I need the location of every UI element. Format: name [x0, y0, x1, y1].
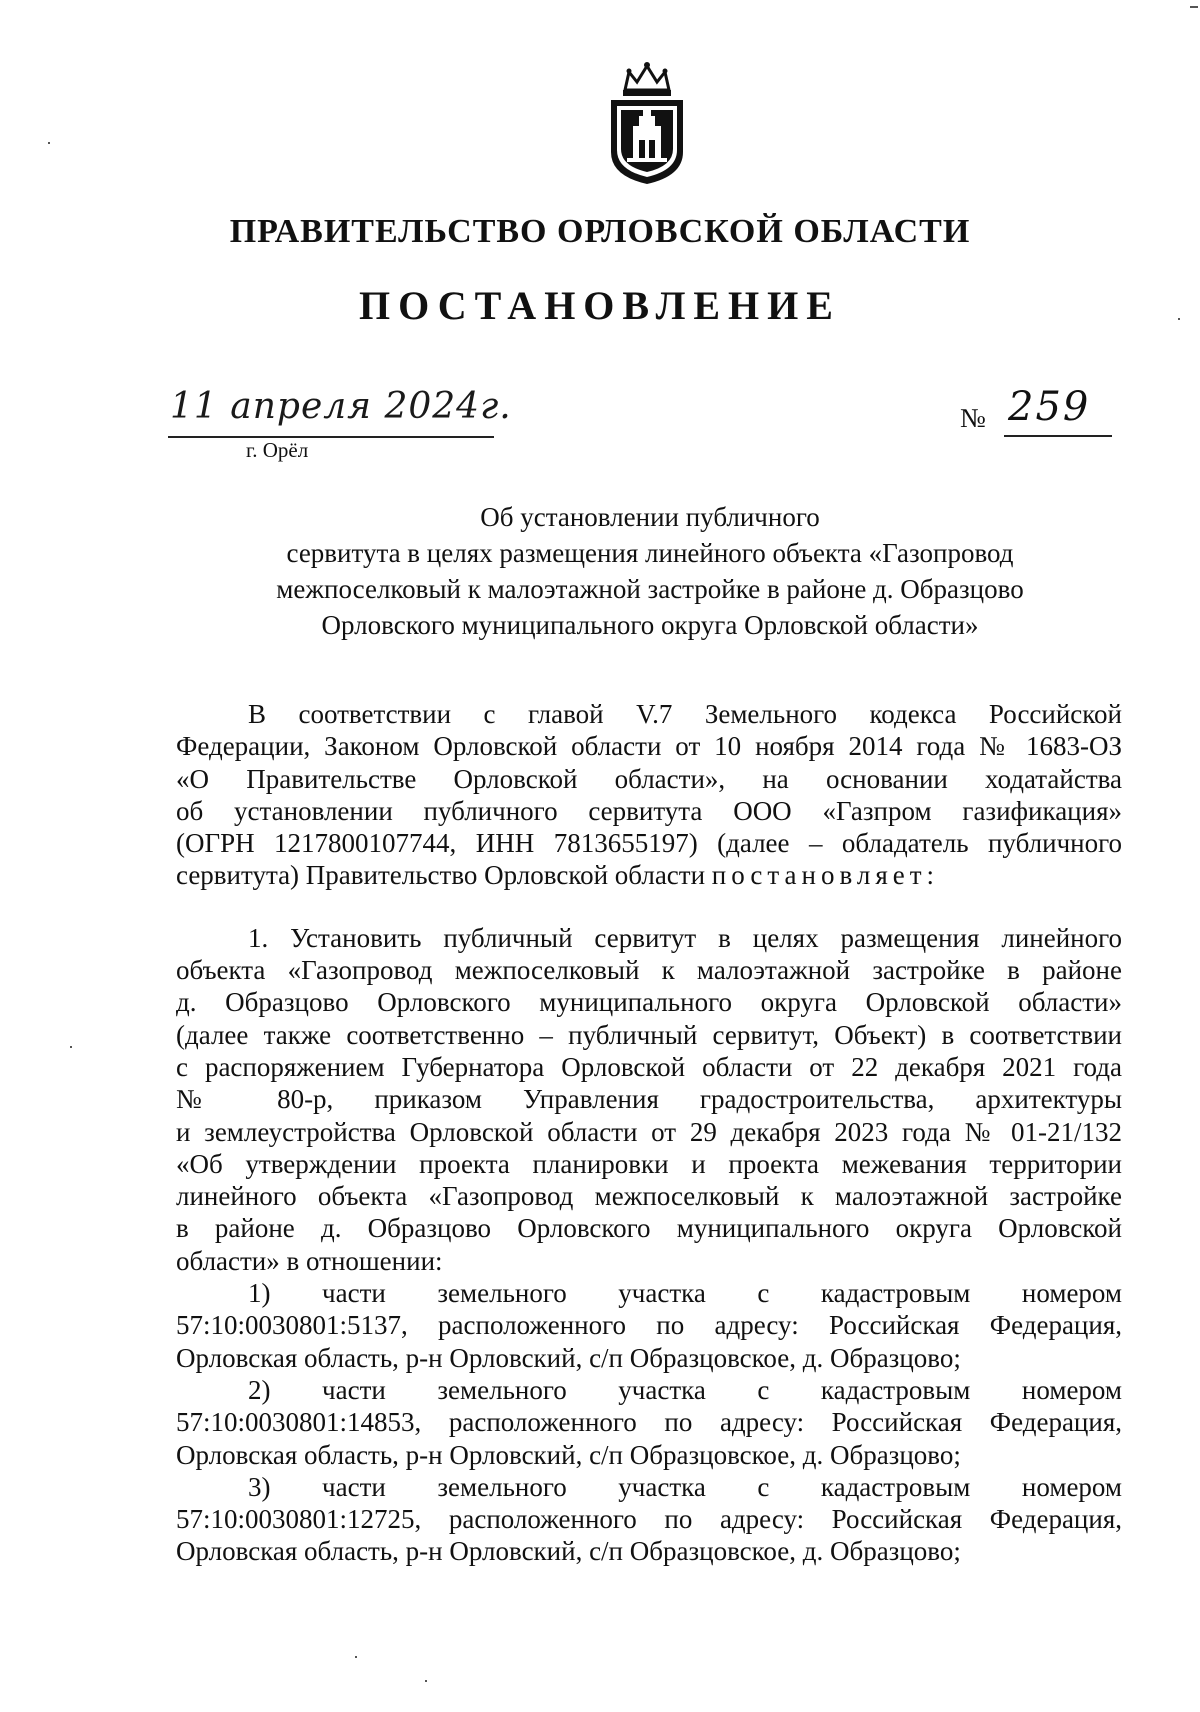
scan-speck: [1178, 318, 1180, 320]
parcel-line: Орловская область, р-н Орловский, с/п Образцовское, д. Образцово;: [176, 1342, 961, 1373]
scan-speck: [1190, 6, 1198, 8]
item-1-line: № 80-р, приказом Управления градостроительства, архитектуры: [176, 1084, 1122, 1115]
scan-speck: [70, 1046, 72, 1048]
item-1-line: и землеустройства Орловской области от 29 декабря 2023 года № 01-21/132: [176, 1116, 1122, 1147]
parcel-line: Орловская область, р-н Орловский, с/п Образцовское, д. Образцово;: [176, 1536, 961, 1567]
preamble-line: «О Правительстве Орловской области», на основании ходатайства: [176, 763, 1122, 794]
date-underline: [168, 436, 494, 438]
item-1-line: (далее также соответственно – публичный сервитут, Объект) в соответствии: [176, 1019, 1122, 1050]
preamble-line: сервитута) Правительство Орловской области: [176, 860, 712, 891]
subject-line: Об установлении публичного: [480, 502, 820, 532]
item-1-line: «Об утверждении проекта планировки и проекта межевания территории: [176, 1148, 1122, 1179]
parcel-line: 57:10:0030801:12725, расположенного по адресу: Российская Федерация,: [176, 1504, 1122, 1535]
item-1-line: в районе д. Образцово Орловского муниципального округа Орловской: [176, 1213, 1122, 1244]
date-block: [168, 386, 512, 466]
preamble-line: В соответствии с главой V.7 Земельного кодекса Российской: [248, 699, 1122, 729]
parcel-line: 3) части земельного участка с кадастровым номером: [248, 1471, 1122, 1502]
scan-speck: [48, 142, 50, 144]
document-type: ПОСТАНОВЛЕНИЕ: [359, 283, 841, 328]
item-1-line: с распоряжением Губернатора Орловской области от 22 декабря 2021 года: [176, 1051, 1122, 1082]
preamble-line: Федерации, Законом Орловской области от 10 ноября 2014 года № 1683-ОЗ: [176, 731, 1122, 762]
item-1-line: объекта «Газопровод межпоселковый к малоэтажной застройке в районе: [176, 955, 1122, 986]
item-1-line: 1. Установить публичный сервитут в целях размещения линейного: [248, 922, 1122, 953]
item-1-line: области» в отношении:: [176, 1245, 443, 1276]
item-1-line: линейного объекта «Газопровод межпоселковый к малоэтажной застройке: [176, 1181, 1122, 1212]
city-label: г. Орёл: [246, 438, 309, 462]
parcel-line: Орловская область, р-н Орловский, с/п Образцовское, д. Образцово;: [176, 1439, 961, 1470]
preamble-line: (ОГРН 1217800107744, ИНН 7813655197) (далее – обладатель публичного: [176, 828, 1122, 859]
parcel-line: 57:10:0030801:14853, расположенного по адресу: Российская Федерация,: [176, 1407, 1122, 1438]
paragraph-gap: [176, 892, 1122, 922]
decree-word: постановляет:: [711, 860, 940, 891]
parcel-item-3: [176, 1471, 1122, 1568]
parcel-item-1: [176, 1277, 1122, 1374]
scan-speck: [425, 1680, 427, 1682]
preamble-final-line: [176, 859, 1122, 891]
document-subject: [200, 499, 1100, 643]
subject-line: Орловского муниципального округа Орловской области»: [321, 610, 979, 640]
item-1-line: д. Образцово Орловского муниципального округа Орловской области»: [176, 987, 1122, 1018]
coat-of-arms-icon: [603, 60, 691, 188]
number-sign: №: [960, 403, 986, 433]
document-body: [176, 698, 1122, 1568]
handwritten-date: 11 апреля 2024г.: [170, 386, 512, 427]
number-block: [960, 386, 1112, 446]
handwritten-number: 259: [1008, 384, 1091, 430]
subject-line: сервитута в целях размещения линейного объекта «Газопровод: [286, 538, 1014, 568]
number-underline: [1004, 435, 1112, 437]
parcel-line: 1) части земельного участка с кадастровым номером: [248, 1278, 1122, 1309]
organization-name: ПРАВИТЕЛЬСТВО ОРЛОВСКОЙ ОБЛАСТИ: [229, 213, 971, 250]
preamble-paragraph: [176, 698, 1122, 892]
parcel-line: 57:10:0030801:5137, расположенного по адресу: Российская Федерация,: [176, 1310, 1122, 1341]
preamble-line: об установлении публичного сервитута ООО «Газпром газификация»: [176, 795, 1122, 826]
scan-speck: [355, 1656, 357, 1658]
parcel-item-2: [176, 1374, 1122, 1471]
subject-line: межпоселковый к малоэтажной застройке в районе д. Образцово: [276, 574, 1024, 604]
parcel-line: 2) части земельного участка с кадастровым номером: [248, 1374, 1122, 1405]
item-1-paragraph: [176, 922, 1122, 1277]
